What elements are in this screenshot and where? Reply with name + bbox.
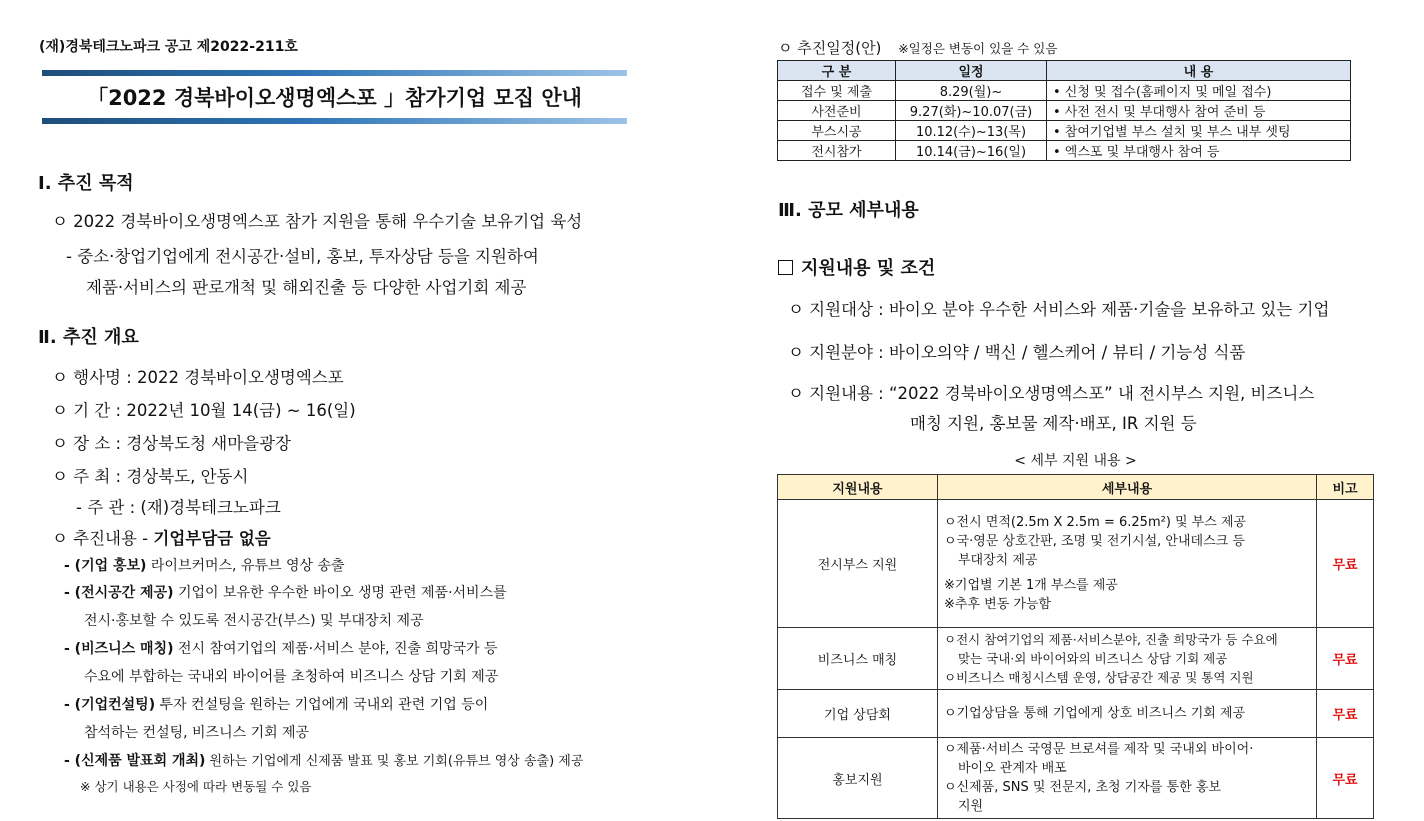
schedule-col-date: 일정 (896, 61, 1047, 81)
schedule-col-content: 내 용 (1047, 61, 1351, 81)
content-item-4-cont: 참석하는 컨설팅, 비즈니스 기회 제공 (84, 725, 310, 741)
detail-line: ※추후 변동 가능함 (944, 597, 1052, 612)
content-item-2-cont: 전시·홍보할 수 있도록 전시공간(부스) 및 부대장치 제공 (84, 613, 424, 629)
detail-name: 비즈니스 매칭 (778, 628, 938, 690)
section1-item: ㅇ 2022 경북바이오생명엑스포 참가 지원을 통해 우수기술 보유기업 육성 (52, 212, 583, 231)
table-row (778, 500, 1374, 628)
content-item-1-text: 라이브커머스, 유튜브 영상 송출 (146, 558, 345, 574)
detail-col-note: 비고 (1317, 475, 1374, 500)
detail-line: 바이오 관계자 배포 (958, 761, 1067, 776)
schedule-col-category: 구 분 (778, 61, 896, 81)
detail-col-details: 세부내용 (938, 475, 1317, 500)
content-bold: 기업부담금 없음 (153, 529, 271, 548)
table-row (778, 738, 1374, 819)
schedule-cell: • 참여기업별 부스 설치 및 부스 내부 셋팅 (1047, 121, 1351, 141)
schedule-heading-line (778, 37, 1057, 58)
title-bar-bottom (42, 118, 627, 124)
section2-heading: Ⅱ. 추진 개요 (38, 327, 139, 348)
section1-sub2: 제품·서비스의 판로개척 및 해외진출 등 다양한 사업기회 제공 (86, 278, 527, 297)
schedule-cell: 접수 및 제출 (778, 81, 896, 101)
detail-lines (938, 690, 1317, 738)
detail-header-row (778, 475, 1374, 500)
schedule-cell: • 사전 전시 및 부대행사 참여 준비 등 (1047, 101, 1351, 121)
detail-line: 지원 (958, 799, 984, 814)
section3-subheading: 지원내용 및 조건 (801, 258, 936, 279)
schedule-heading: ㅇ 추진일정(안) (778, 39, 882, 57)
detail-line: 부대장치 제공 (958, 553, 1038, 568)
detail-table-caption: < 세부 지원 내용 > (1014, 453, 1137, 469)
free-badge: 무료 (1317, 628, 1374, 690)
detail-lines (938, 738, 1317, 819)
content-item-5 (64, 750, 583, 770)
section1-heading: Ⅰ. 추진 목적 (38, 173, 134, 194)
detail-line: ㅇ전시 면적(2.5m X 2.5m = 6.25m²) 및 부스 제공 (944, 515, 1247, 530)
event-period: ㅇ 기 간 : 2022년 10월 14(금) ~ 16(일) (52, 401, 356, 420)
table-row (778, 101, 1351, 121)
detail-line: ㅇ전시 참여기업의 제품·서비스분야, 진출 희망국가 등 수요에 (944, 632, 1278, 647)
notice-number: (재)경북테크노파크 공고 제2022-211호 (39, 39, 298, 55)
schedule-cell: 8.29(월)~ (896, 81, 1047, 101)
content-item-1 (64, 555, 345, 575)
event-name: ㅇ 행사명 : 2022 경북바이오생명엑스포 (52, 368, 344, 387)
schedule-note: ※일정은 변동이 있을 수 있음 (898, 41, 1058, 56)
support-content-1: ㅇ 지원내용 : “2022 경북바이오생명엑스포” 내 전시부스 지원, 비즈니스 (788, 384, 1315, 403)
detail-line: ㅇ기업상담을 통해 기업에게 상호 비즈니스 기회 제공 (944, 706, 1246, 721)
content-label: ㅇ 추진내용 - (52, 529, 149, 548)
schedule-cell: 부스시공 (778, 121, 896, 141)
schedule-cell: 사전준비 (778, 101, 896, 121)
detail-line: ㅇ국·영문 상호간판, 조명 및 전기시설, 안내데스크 등 (944, 534, 1245, 549)
checkbox-square-icon (778, 260, 793, 275)
section1-sub1: - 중소·창업기업에게 전시공간·설비, 홍보, 투자상담 등을 지원하여 (66, 247, 539, 266)
content-item-4-label: - (기업컨설팅) (64, 697, 156, 713)
schedule-cell: 9.27(화)~10.07(금) (896, 101, 1047, 121)
table-row (778, 690, 1374, 738)
schedule-cell: 10.12(수)~13(목) (896, 121, 1047, 141)
detail-name: 홍보지원 (778, 738, 938, 819)
content-item-2-label: - (전시공간 제공) (64, 585, 174, 601)
detail-line: 맞는 국내·외 바이어와의 비즈니스 상담 기회 제공 (958, 651, 1228, 666)
page-title: 「2022 경북바이오생명엑스포 」참가기업 모집 안내 (87, 86, 582, 110)
content-item-3 (64, 638, 498, 658)
content-item-5-label: - (신제품 발표회 개최) (64, 753, 206, 769)
content-item-4 (64, 694, 488, 714)
schedule-cell: 전시참가 (778, 141, 896, 161)
schedule-cell: 10.14(금)~16(일) (896, 141, 1047, 161)
content-item-3-text: 전시 참여기업의 제품·서비스 분야, 진출 희망국가 등 (173, 641, 498, 657)
detail-col-support: 지원내용 (778, 475, 938, 500)
detail-line: ㅇ비즈니스 매칭시스템 운영, 상담공간 제공 및 통역 지원 (944, 670, 1254, 685)
schedule-header-row (778, 61, 1351, 81)
support-content-2: 매칭 지원, 홍보물 제작·배포, IR 지원 등 (910, 414, 1197, 433)
detail-line: ※기업별 기본 1개 부스를 제공 (944, 578, 1118, 593)
content-item-1-label: - (기업 홍보) (64, 558, 147, 574)
detail-line: ㅇ신제품, SNS 및 전문지, 초청 기자를 통한 홍보 (944, 780, 1221, 795)
content-item-5-text: 원하는 기업에게 신제품 발표 및 홍보 기회(유튜브 영상 송출) 제공 (205, 754, 584, 769)
detail-lines (938, 500, 1317, 628)
free-badge: 무료 (1317, 500, 1374, 628)
schedule-cell: • 엑스포 및 부대행사 참여 등 (1047, 141, 1351, 161)
table-row (778, 81, 1351, 101)
detail-name: 기업 상담회 (778, 690, 938, 738)
section3-subheading-line (778, 254, 935, 280)
support-field: ㅇ 지원분야 : 바이오의약 / 백신 / 헬스케어 / 뷰티 / 기능성 식품 (788, 343, 1246, 362)
content-item-3-cont: 수요에 부합하는 국내외 바이어를 초청하여 비즈니스 상담 기회 제공 (84, 669, 499, 685)
detail-line: ㅇ제품·서비스 국영문 브로셔를 제작 및 국내외 바이어· (944, 742, 1254, 757)
schedule-cell: • 신청 및 접수(홈페이지 및 메일 접수) (1047, 81, 1351, 101)
detail-name: 전시부스 지원 (778, 500, 938, 628)
content-item-3-label: - (비즈니스 매칭) (64, 641, 174, 657)
content-item-2-text: 기업이 보유한 우수한 바이오 생명 관련 제품·서비스를 (173, 585, 507, 601)
schedule-table (777, 60, 1351, 161)
content-item-2 (64, 582, 507, 602)
table-row (778, 121, 1351, 141)
event-venue: ㅇ 장 소 : 경상북도청 새마을광장 (52, 434, 291, 453)
content-line (52, 525, 271, 549)
title-bar-top (42, 70, 627, 76)
detail-table (777, 474, 1374, 819)
content-item-4-text: 투자 컨설팅을 원하는 기업에게 국내외 관련 기업 등이 (155, 697, 489, 713)
event-host: ㅇ 주 최 : 경상북도, 안동시 (52, 467, 249, 486)
free-badge: 무료 (1317, 738, 1374, 819)
table-row (778, 628, 1374, 690)
section3-heading: Ⅲ. 공모 세부내용 (778, 200, 919, 221)
table-row (778, 141, 1351, 161)
support-target: ㅇ 지원대상 : 바이오 분야 우수한 서비스와 제품·기술을 보유하고 있는 기업 (788, 300, 1330, 319)
detail-lines (938, 628, 1317, 690)
event-organizer: - 주 관 : (재)경북테크노파크 (76, 498, 281, 517)
free-badge: 무료 (1317, 690, 1374, 738)
section2-note: ※ 상기 내용은 사정에 따라 변동될 수 있음 (80, 779, 312, 794)
